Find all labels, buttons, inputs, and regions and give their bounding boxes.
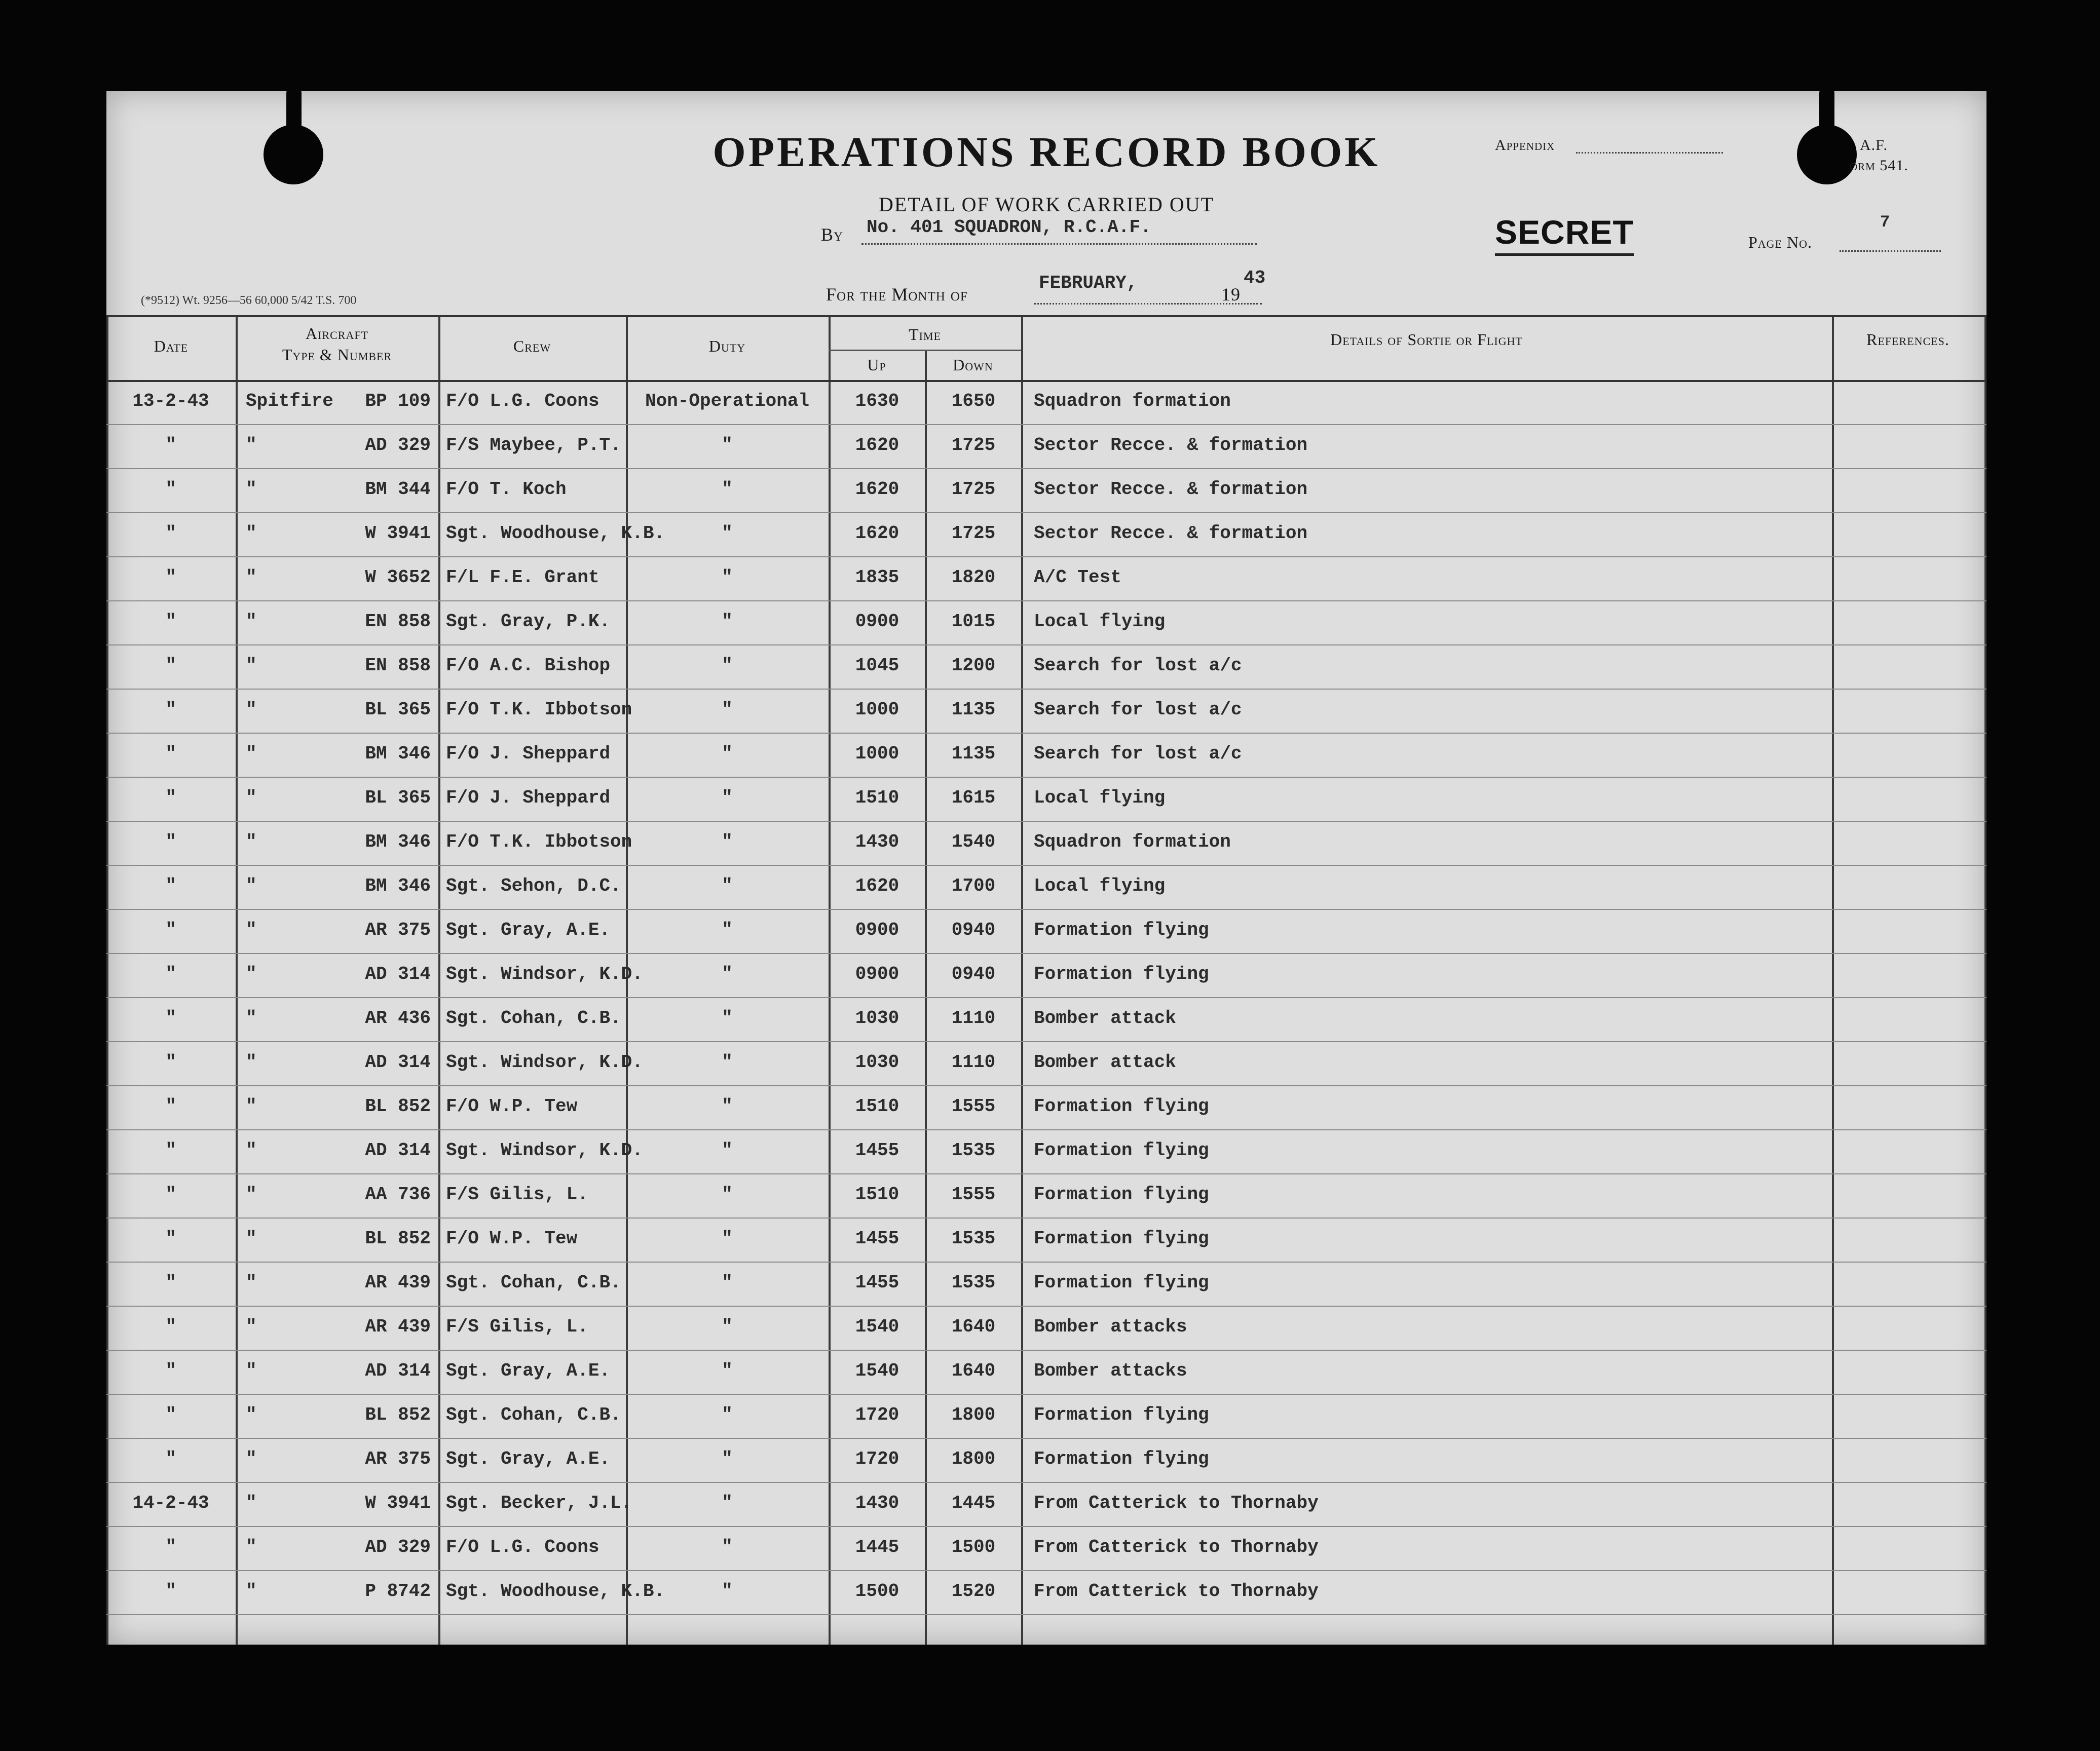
cell-aircraft-type: " <box>246 1228 257 1249</box>
cell-time-up: 1455 <box>855 1272 899 1293</box>
cell-time-up: 1045 <box>855 655 899 676</box>
cell-time-down: 0940 <box>951 964 996 984</box>
row-rule <box>106 1262 1986 1263</box>
cell-details: Sector Recce. & formation <box>1034 479 1308 500</box>
cell-crew: F/O L.G. Coons <box>446 1537 599 1557</box>
cell-duty: " <box>722 920 733 940</box>
cell-crew: F/O W.P. Tew <box>446 1096 578 1117</box>
cell-aircraft-number: AR 375 <box>365 920 431 940</box>
cell-aircraft-number: BM 346 <box>365 743 431 764</box>
cell-time-down: 1640 <box>951 1316 996 1337</box>
month-label: For the Month of <box>826 284 968 304</box>
cell-aircraft-type: " <box>246 1272 257 1293</box>
cell-time-up: 1455 <box>855 1228 899 1249</box>
cell-crew: F/O L.G. Coons <box>446 391 599 411</box>
row-rule <box>106 1129 1986 1130</box>
cell-aircraft-type: Spitfire <box>246 391 333 411</box>
cell-details: Search for lost a/c <box>1034 655 1242 676</box>
cell-duty: " <box>722 1316 733 1337</box>
row-rule <box>106 1217 1986 1219</box>
cell-details: Bomber attacks <box>1034 1316 1187 1337</box>
cell-aircraft-type: " <box>246 876 257 896</box>
cell-time-down: 1535 <box>951 1228 996 1249</box>
cell-time-up: 1835 <box>855 567 899 588</box>
year-suffix: 43 <box>1244 268 1266 288</box>
cell-duty: " <box>722 1360 733 1381</box>
form-label-2: orm 541. <box>1850 157 1908 174</box>
cell-crew: Sgt. Becker, J.L. <box>446 1493 632 1513</box>
cell-aircraft-number: AD 314 <box>365 1052 431 1073</box>
cell-aircraft-number: W 3941 <box>365 1493 431 1513</box>
cell-crew: F/O J. Sheppard <box>446 787 611 808</box>
cell-duty: " <box>722 876 733 896</box>
cell-date: " <box>165 1316 176 1337</box>
cell-date: " <box>165 1008 176 1029</box>
cell-aircraft-type: " <box>246 743 257 764</box>
cell-details: A/C Test <box>1034 567 1121 588</box>
cell-duty: " <box>722 1008 733 1029</box>
cell-duty: " <box>722 655 733 676</box>
col-border-details <box>1832 315 1834 1645</box>
cell-aircraft-type: " <box>246 699 257 720</box>
cell-time-up: 1510 <box>855 787 899 808</box>
cell-aircraft-number: BM 344 <box>365 479 431 500</box>
cell-details: Sector Recce. & formation <box>1034 523 1308 544</box>
cell-aircraft-number: AR 375 <box>365 1449 431 1469</box>
row-rule <box>106 865 1986 866</box>
cell-crew: F/O T. Koch <box>446 479 567 500</box>
cell-time-down: 1110 <box>951 1052 996 1073</box>
cell-details: Bomber attack <box>1034 1008 1176 1029</box>
cell-aircraft-type: " <box>246 1537 257 1557</box>
cell-date: " <box>165 1272 176 1293</box>
cell-date: " <box>165 1360 176 1381</box>
row-rule <box>106 909 1986 910</box>
cell-details: Local flying <box>1034 787 1166 808</box>
cell-time-down: 1820 <box>951 567 996 588</box>
cell-time-down: 1540 <box>951 831 996 852</box>
col-references: References. <box>1866 330 1949 349</box>
cell-time-down: 1725 <box>951 435 996 455</box>
by-dotline <box>861 243 1257 245</box>
cell-duty: " <box>722 1272 733 1293</box>
row-rule <box>106 644 1986 645</box>
cell-aircraft-type: " <box>246 655 257 676</box>
row-rule <box>106 1614 1986 1615</box>
cell-aircraft-type: " <box>246 567 257 588</box>
month-value: FEBRUARY, <box>1039 273 1138 293</box>
cell-aircraft-type: " <box>246 1184 257 1205</box>
cell-date: " <box>165 1228 176 1249</box>
col-details: Details of Sortie or Flight <box>1330 330 1523 349</box>
cell-date: " <box>165 699 176 720</box>
cell-duty: " <box>722 435 733 455</box>
cell-aircraft-type: " <box>246 787 257 808</box>
cell-aircraft-number: BL 852 <box>365 1404 431 1425</box>
cell-details: Local flying <box>1034 876 1166 896</box>
by-label: By <box>821 224 844 245</box>
page-title: OPERATIONS RECORD BOOK <box>713 129 1380 176</box>
row-rule <box>106 600 1986 601</box>
cell-details: From Catterick to Thornaby <box>1034 1581 1319 1602</box>
row-rule <box>106 997 1986 998</box>
col-up: Up <box>867 356 886 374</box>
col-time: Time <box>909 325 941 344</box>
cell-aircraft-number: BP 109 <box>365 391 431 411</box>
cell-time-up: 1720 <box>855 1449 899 1469</box>
cell-duty: " <box>722 1184 733 1205</box>
cell-time-down: 1700 <box>951 876 996 896</box>
cell-time-down: 1535 <box>951 1140 996 1161</box>
cell-crew: Sgt. Cohan, C.B. <box>446 1272 621 1293</box>
cell-date: " <box>165 964 176 984</box>
row-rule <box>106 1173 1986 1174</box>
cell-aircraft-type: " <box>246 831 257 852</box>
cell-aircraft-type: " <box>246 1008 257 1029</box>
form-label-1: A.F. <box>1860 137 1888 154</box>
cell-aircraft-type: " <box>246 1052 257 1073</box>
cell-time-down: 1640 <box>951 1360 996 1381</box>
cell-crew: F/O W.P. Tew <box>446 1228 578 1249</box>
cell-time-up: 1630 <box>855 391 899 411</box>
cell-duty: " <box>722 831 733 852</box>
cell-date: " <box>165 435 176 455</box>
cell-date: " <box>165 1537 176 1557</box>
cell-time-down: 1200 <box>951 655 996 676</box>
cell-details: From Catterick to Thornaby <box>1034 1537 1319 1557</box>
row-rule <box>106 821 1986 822</box>
secret-stamp: SECRET <box>1495 213 1634 256</box>
cell-crew: Sgt. Gray, A.E. <box>446 920 611 940</box>
appendix-dotline <box>1576 152 1723 154</box>
col-aircraft: Aircraft <box>305 324 369 342</box>
cell-details: From Catterick to Thornaby <box>1034 1493 1319 1513</box>
cell-time-down: 1800 <box>951 1449 996 1469</box>
cell-crew: Sgt. Cohan, C.B. <box>446 1008 621 1029</box>
cell-details: Formation flying <box>1034 1272 1209 1293</box>
cell-time-up: 1510 <box>855 1184 899 1205</box>
cell-aircraft-type: " <box>246 1581 257 1602</box>
cell-date: " <box>165 567 176 588</box>
cell-date: 14-2-43 <box>132 1493 209 1513</box>
row-rule <box>106 777 1986 778</box>
cell-details: Sector Recce. & formation <box>1034 435 1308 455</box>
cell-date: " <box>165 876 176 896</box>
cell-details: Formation flying <box>1034 1404 1209 1425</box>
col-border-date <box>236 315 238 1645</box>
cell-crew: Sgt. Windsor, K.D. <box>446 1052 643 1073</box>
cell-date: " <box>165 1140 176 1161</box>
cell-details: Local flying <box>1034 611 1166 632</box>
cell-duty: " <box>722 1537 733 1557</box>
cell-time-down: 1725 <box>951 523 996 544</box>
cell-time-up: 1720 <box>855 1404 899 1425</box>
cell-time-down: 0940 <box>951 920 996 940</box>
cell-date: " <box>165 1096 176 1117</box>
page-no-label: Page No. <box>1748 233 1813 251</box>
cell-details: Formation flying <box>1034 1449 1209 1469</box>
row-rule <box>106 512 1986 513</box>
cell-duty: " <box>722 567 733 588</box>
cell-crew: Sgt. Windsor, K.D. <box>446 964 643 984</box>
cell-time-down: 1555 <box>951 1184 996 1205</box>
cell-duty: " <box>722 1493 733 1513</box>
cell-crew: F/O J. Sheppard <box>446 743 611 764</box>
col-crew: Crew <box>513 337 551 355</box>
cell-date: " <box>165 1184 176 1205</box>
page-no-value: 7 <box>1880 213 1890 232</box>
cell-duty: " <box>722 1228 733 1249</box>
cell-details: Formation flying <box>1034 1228 1209 1249</box>
cell-aircraft-type: " <box>246 611 257 632</box>
cell-crew: F/S Gilis, L. <box>446 1184 588 1205</box>
cell-time-up: 1030 <box>855 1052 899 1073</box>
cell-time-up: 1455 <box>855 1140 899 1161</box>
col-border-right <box>1984 315 1986 1645</box>
cell-duty: " <box>722 1096 733 1117</box>
cell-aircraft-number: AD 314 <box>365 1360 431 1381</box>
record-sheet <box>106 91 1986 1645</box>
col-aircraft-sub: Type & Number <box>282 346 392 364</box>
cell-time-down: 1555 <box>951 1096 996 1117</box>
cell-date: " <box>165 611 176 632</box>
cell-date: " <box>165 1052 176 1073</box>
cell-aircraft-number: BM 346 <box>365 831 431 852</box>
cell-aircraft-type: " <box>246 1449 257 1469</box>
cell-aircraft-number: BL 365 <box>365 787 431 808</box>
cell-time-up: 1500 <box>855 1581 899 1602</box>
cell-crew: Sgt. Woodhouse, K.B. <box>446 523 665 544</box>
cell-details: Formation flying <box>1034 1184 1209 1205</box>
cell-details: Squadron formation <box>1034 831 1231 852</box>
col-down: Down <box>953 356 993 374</box>
cell-time-down: 1135 <box>951 699 996 720</box>
row-rule <box>106 1526 1986 1527</box>
cell-duty: " <box>722 1052 733 1073</box>
cell-duty: " <box>722 964 733 984</box>
cell-aircraft-number: AD 329 <box>365 435 431 455</box>
by-value: No. 401 SQUADRON, R.C.A.F. <box>867 217 1151 238</box>
cell-date: " <box>165 1404 176 1425</box>
cell-time-down: 1500 <box>951 1537 996 1557</box>
cell-time-up: 1000 <box>855 743 899 764</box>
cell-aircraft-number: BL 852 <box>365 1228 431 1249</box>
cell-crew: F/O T.K. Ibbotson <box>446 699 632 720</box>
cell-date: " <box>165 523 176 544</box>
row-rule <box>106 1306 1986 1307</box>
cell-details: Search for lost a/c <box>1034 699 1242 720</box>
row-rule <box>106 1350 1986 1351</box>
cell-time-up: 1620 <box>855 523 899 544</box>
row-rule <box>106 689 1986 690</box>
cell-date: " <box>165 743 176 764</box>
cell-time-down: 1725 <box>951 479 996 500</box>
row-rule <box>106 1394 1986 1395</box>
row-rule <box>106 953 1986 954</box>
cell-details: Squadron formation <box>1034 391 1231 411</box>
cell-time-down: 1615 <box>951 787 996 808</box>
cell-duty: " <box>722 1140 733 1161</box>
cell-time-up: 1620 <box>855 876 899 896</box>
cell-crew: F/O T.K. Ibbotson <box>446 831 632 852</box>
cell-crew: Sgt. Gray, A.E. <box>446 1449 611 1469</box>
cell-time-down: 1135 <box>951 743 996 764</box>
col-date: Date <box>154 337 189 355</box>
cell-aircraft-type: " <box>246 1140 257 1161</box>
cell-date: " <box>165 655 176 676</box>
cell-crew: F/L F.E. Grant <box>446 567 599 588</box>
cell-crew: F/O A.C. Bishop <box>446 655 611 676</box>
row-rule <box>106 1570 1986 1571</box>
cell-aircraft-number: AR 439 <box>365 1316 431 1337</box>
cell-time-up: 1540 <box>855 1316 899 1337</box>
cell-details: Formation flying <box>1034 1140 1209 1161</box>
cell-aircraft-type: " <box>246 435 257 455</box>
cell-time-down: 1800 <box>951 1404 996 1425</box>
cell-time-down: 1650 <box>951 391 996 411</box>
col-border-aircraft <box>438 315 440 1645</box>
row-rule <box>106 468 1986 469</box>
cell-details: Search for lost a/c <box>1034 743 1242 764</box>
cell-aircraft-number: BL 852 <box>365 1096 431 1117</box>
row-rule <box>106 733 1986 734</box>
cell-aircraft-type: " <box>246 479 257 500</box>
cell-aircraft-type: " <box>246 1316 257 1337</box>
cell-time-down: 1520 <box>951 1581 996 1602</box>
cell-details: Formation flying <box>1034 1096 1209 1117</box>
cell-aircraft-type: " <box>246 1096 257 1117</box>
cell-date: " <box>165 787 176 808</box>
page-no-dotline <box>1840 250 1941 252</box>
cell-aircraft-number: AR 439 <box>365 1272 431 1293</box>
cell-duty: " <box>722 743 733 764</box>
cell-crew: Sgt. Gray, A.E. <box>446 1360 611 1381</box>
cell-duty: Non-Operational <box>645 391 810 411</box>
cell-date: " <box>165 920 176 940</box>
cell-duty: " <box>722 1581 733 1602</box>
cell-aircraft-number: EN 858 <box>365 655 431 676</box>
cell-details: Formation flying <box>1034 920 1209 940</box>
cell-date: 13-2-43 <box>132 391 209 411</box>
cell-time-up: 1540 <box>855 1360 899 1381</box>
cell-aircraft-type: " <box>246 964 257 984</box>
cell-aircraft-number: AD 314 <box>365 964 431 984</box>
cell-details: Bomber attack <box>1034 1052 1176 1073</box>
cell-time-up: 0900 <box>855 964 899 984</box>
cell-duty: " <box>722 1449 733 1469</box>
cell-aircraft-type: " <box>246 1493 257 1513</box>
cell-duty: " <box>722 611 733 632</box>
col-duty: Duty <box>708 337 746 355</box>
cell-aircraft-type: " <box>246 1360 257 1381</box>
cell-date: " <box>165 479 176 500</box>
col-border-time <box>1021 315 1023 1645</box>
cell-details: Bomber attacks <box>1034 1360 1187 1381</box>
time-split-rule <box>829 350 1021 351</box>
cell-aircraft-number: P 8742 <box>365 1581 431 1602</box>
cell-duty: " <box>722 1404 733 1425</box>
cell-crew: Sgt. Gray, P.K. <box>446 611 611 632</box>
cell-time-up: 1000 <box>855 699 899 720</box>
cell-aircraft-number: EN 858 <box>365 611 431 632</box>
cell-time-up: 1445 <box>855 1537 899 1557</box>
cell-time-down: 1535 <box>951 1272 996 1293</box>
cell-date: " <box>165 831 176 852</box>
cell-aircraft-number: AR 436 <box>365 1008 431 1029</box>
cell-crew: Sgt. Windsor, K.D. <box>446 1140 643 1161</box>
cell-aircraft-number: BM 346 <box>365 876 431 896</box>
cell-time-down: 1445 <box>951 1493 996 1513</box>
row-rule <box>106 556 1986 557</box>
cell-date: " <box>165 1581 176 1602</box>
row-rule <box>106 1041 1986 1042</box>
cell-crew: Sgt. Cohan, C.B. <box>446 1404 621 1425</box>
cell-date: " <box>165 1449 176 1469</box>
cell-aircraft-number: BL 365 <box>365 699 431 720</box>
print-code: (*9512) Wt. 9256—56 60,000 5/42 T.S. 700 <box>141 294 357 307</box>
cell-time-up: 1030 <box>855 1008 899 1029</box>
row-rule <box>106 424 1986 425</box>
row-rule <box>106 1438 1986 1439</box>
cell-time-up: 0900 <box>855 920 899 940</box>
cell-duty: " <box>722 787 733 808</box>
cell-aircraft-type: " <box>246 1404 257 1425</box>
cell-aircraft-number: W 3652 <box>365 567 431 588</box>
cell-time-up: 1430 <box>855 1493 899 1513</box>
cell-crew: Sgt. Woodhouse, K.B. <box>446 1581 665 1602</box>
row-rule <box>106 1085 1986 1086</box>
header-bottom-rule <box>106 380 1986 382</box>
cell-time-up: 1510 <box>855 1096 899 1117</box>
cell-crew: F/S Maybee, P.T. <box>446 435 621 455</box>
cell-duty: " <box>722 523 733 544</box>
cell-time-down: 1110 <box>951 1008 996 1029</box>
cell-aircraft-type: " <box>246 920 257 940</box>
cell-aircraft-type: " <box>246 523 257 544</box>
year-prefix: 19 <box>1221 284 1241 304</box>
appendix-label: Appendix <box>1495 137 1555 154</box>
page-subtitle: DETAIL OF WORK CARRIED OUT <box>878 193 1215 216</box>
cell-duty: " <box>722 699 733 720</box>
cell-time-up: 1620 <box>855 479 899 500</box>
cell-time-up: 1620 <box>855 435 899 455</box>
month-dotline <box>1034 303 1262 304</box>
cell-details: Formation flying <box>1034 964 1209 984</box>
row-rule <box>106 1482 1986 1483</box>
cell-crew: Sgt. Sehon, D.C. <box>446 876 621 896</box>
header-top-rule <box>106 315 1986 317</box>
cell-aircraft-number: AD 329 <box>365 1537 431 1557</box>
cell-crew: F/S Gilis, L. <box>446 1316 588 1337</box>
cell-duty: " <box>722 479 733 500</box>
cell-time-up: 0900 <box>855 611 899 632</box>
cell-aircraft-number: AA 736 <box>365 1184 431 1205</box>
cell-aircraft-number: W 3941 <box>365 523 431 544</box>
cell-aircraft-number: AD 314 <box>365 1140 431 1161</box>
cell-time-down: 1015 <box>951 611 996 632</box>
cell-time-up: 1430 <box>855 831 899 852</box>
